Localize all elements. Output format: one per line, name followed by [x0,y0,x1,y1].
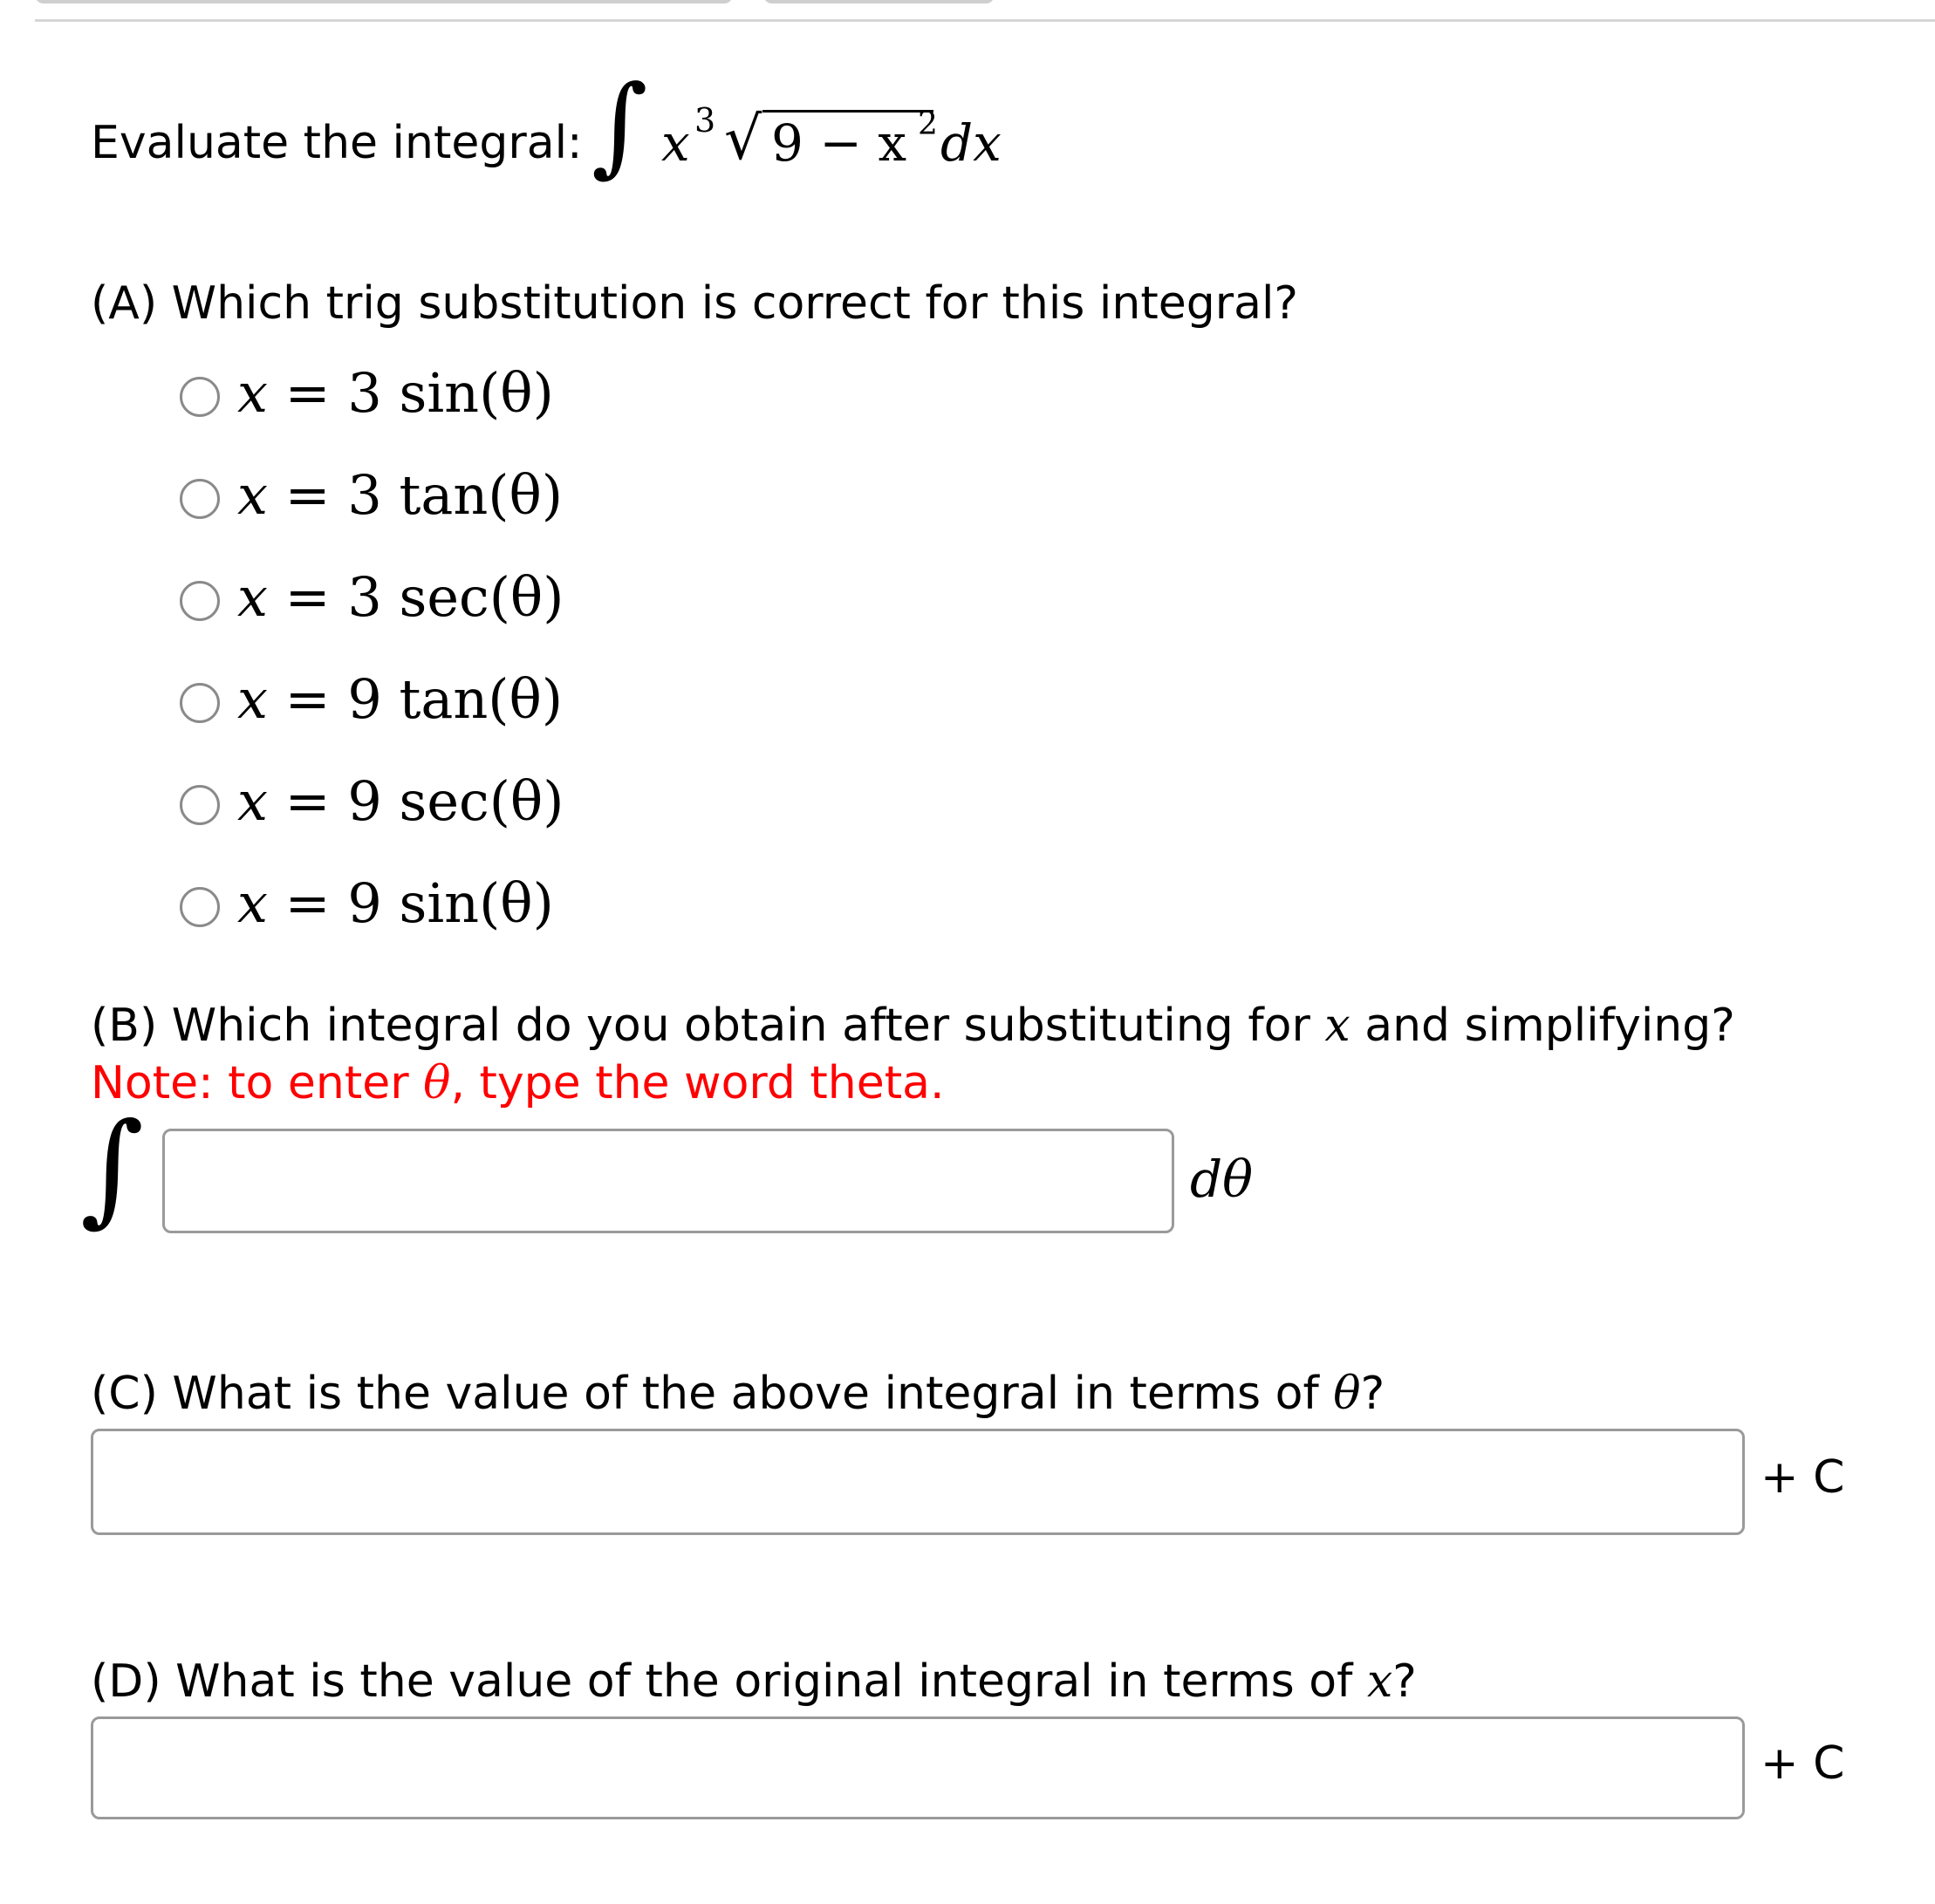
part-c-constant: + C [1761,1451,1845,1504]
radio-option-3[interactable] [180,581,220,621]
radio-option-6[interactable] [180,887,220,927]
integrand-exponent: 3 [694,101,716,140]
option-label-1: x = 3 sin(θ) [237,361,554,425]
radio-option-5[interactable] [180,785,220,825]
option-label-4: x = 9 tan(θ) [237,667,564,731]
part-b-differential: dθ [1190,1150,1254,1209]
radicand: 9 − x [771,113,907,173]
top-divider [35,19,1935,22]
problem-prompt: Evaluate the integral: [91,117,583,169]
part-c-answer-input[interactable] [91,1429,1745,1535]
part-d-question: (D) What is the value of the original integral in terms of x? [91,1655,1417,1708]
radical-sign: √ [724,105,762,174]
part-a-question: (A) Which trig substitution is correct for this integral? [91,277,1298,330]
radicand-exponent: 2 [918,106,938,142]
integrand-differential: dx [940,113,1002,173]
radio-option-4[interactable] [180,683,220,723]
integral-sign: ∫ [591,63,648,188]
top-tab-right [763,0,995,3]
part-b-answer-input[interactable] [162,1129,1174,1233]
top-tab-left [35,0,733,3]
option-label-5: x = 9 sec(θ) [237,769,564,833]
part-c-question: (C) What is the value of the above integral in terms of θ? [91,1368,1385,1420]
part-d-answer-input[interactable] [91,1716,1745,1819]
part-b-note: Note: to enter θ, type the word theta. [91,1057,945,1109]
part-b-integral-sign: ∫ [80,1097,144,1239]
radical-bar [762,110,933,113]
integrand-base: x [661,113,690,173]
option-label-2: x = 3 tan(θ) [237,463,564,527]
option-label-6: x = 9 sin(θ) [237,871,554,935]
radio-option-2[interactable] [180,479,220,519]
radio-option-1[interactable] [180,377,220,417]
part-d-constant: + C [1761,1737,1845,1790]
part-b-question: (B) Which integral do you obtain after substituting for x and simplifying? [91,1000,1735,1052]
option-label-3: x = 3 sec(θ) [237,565,564,629]
